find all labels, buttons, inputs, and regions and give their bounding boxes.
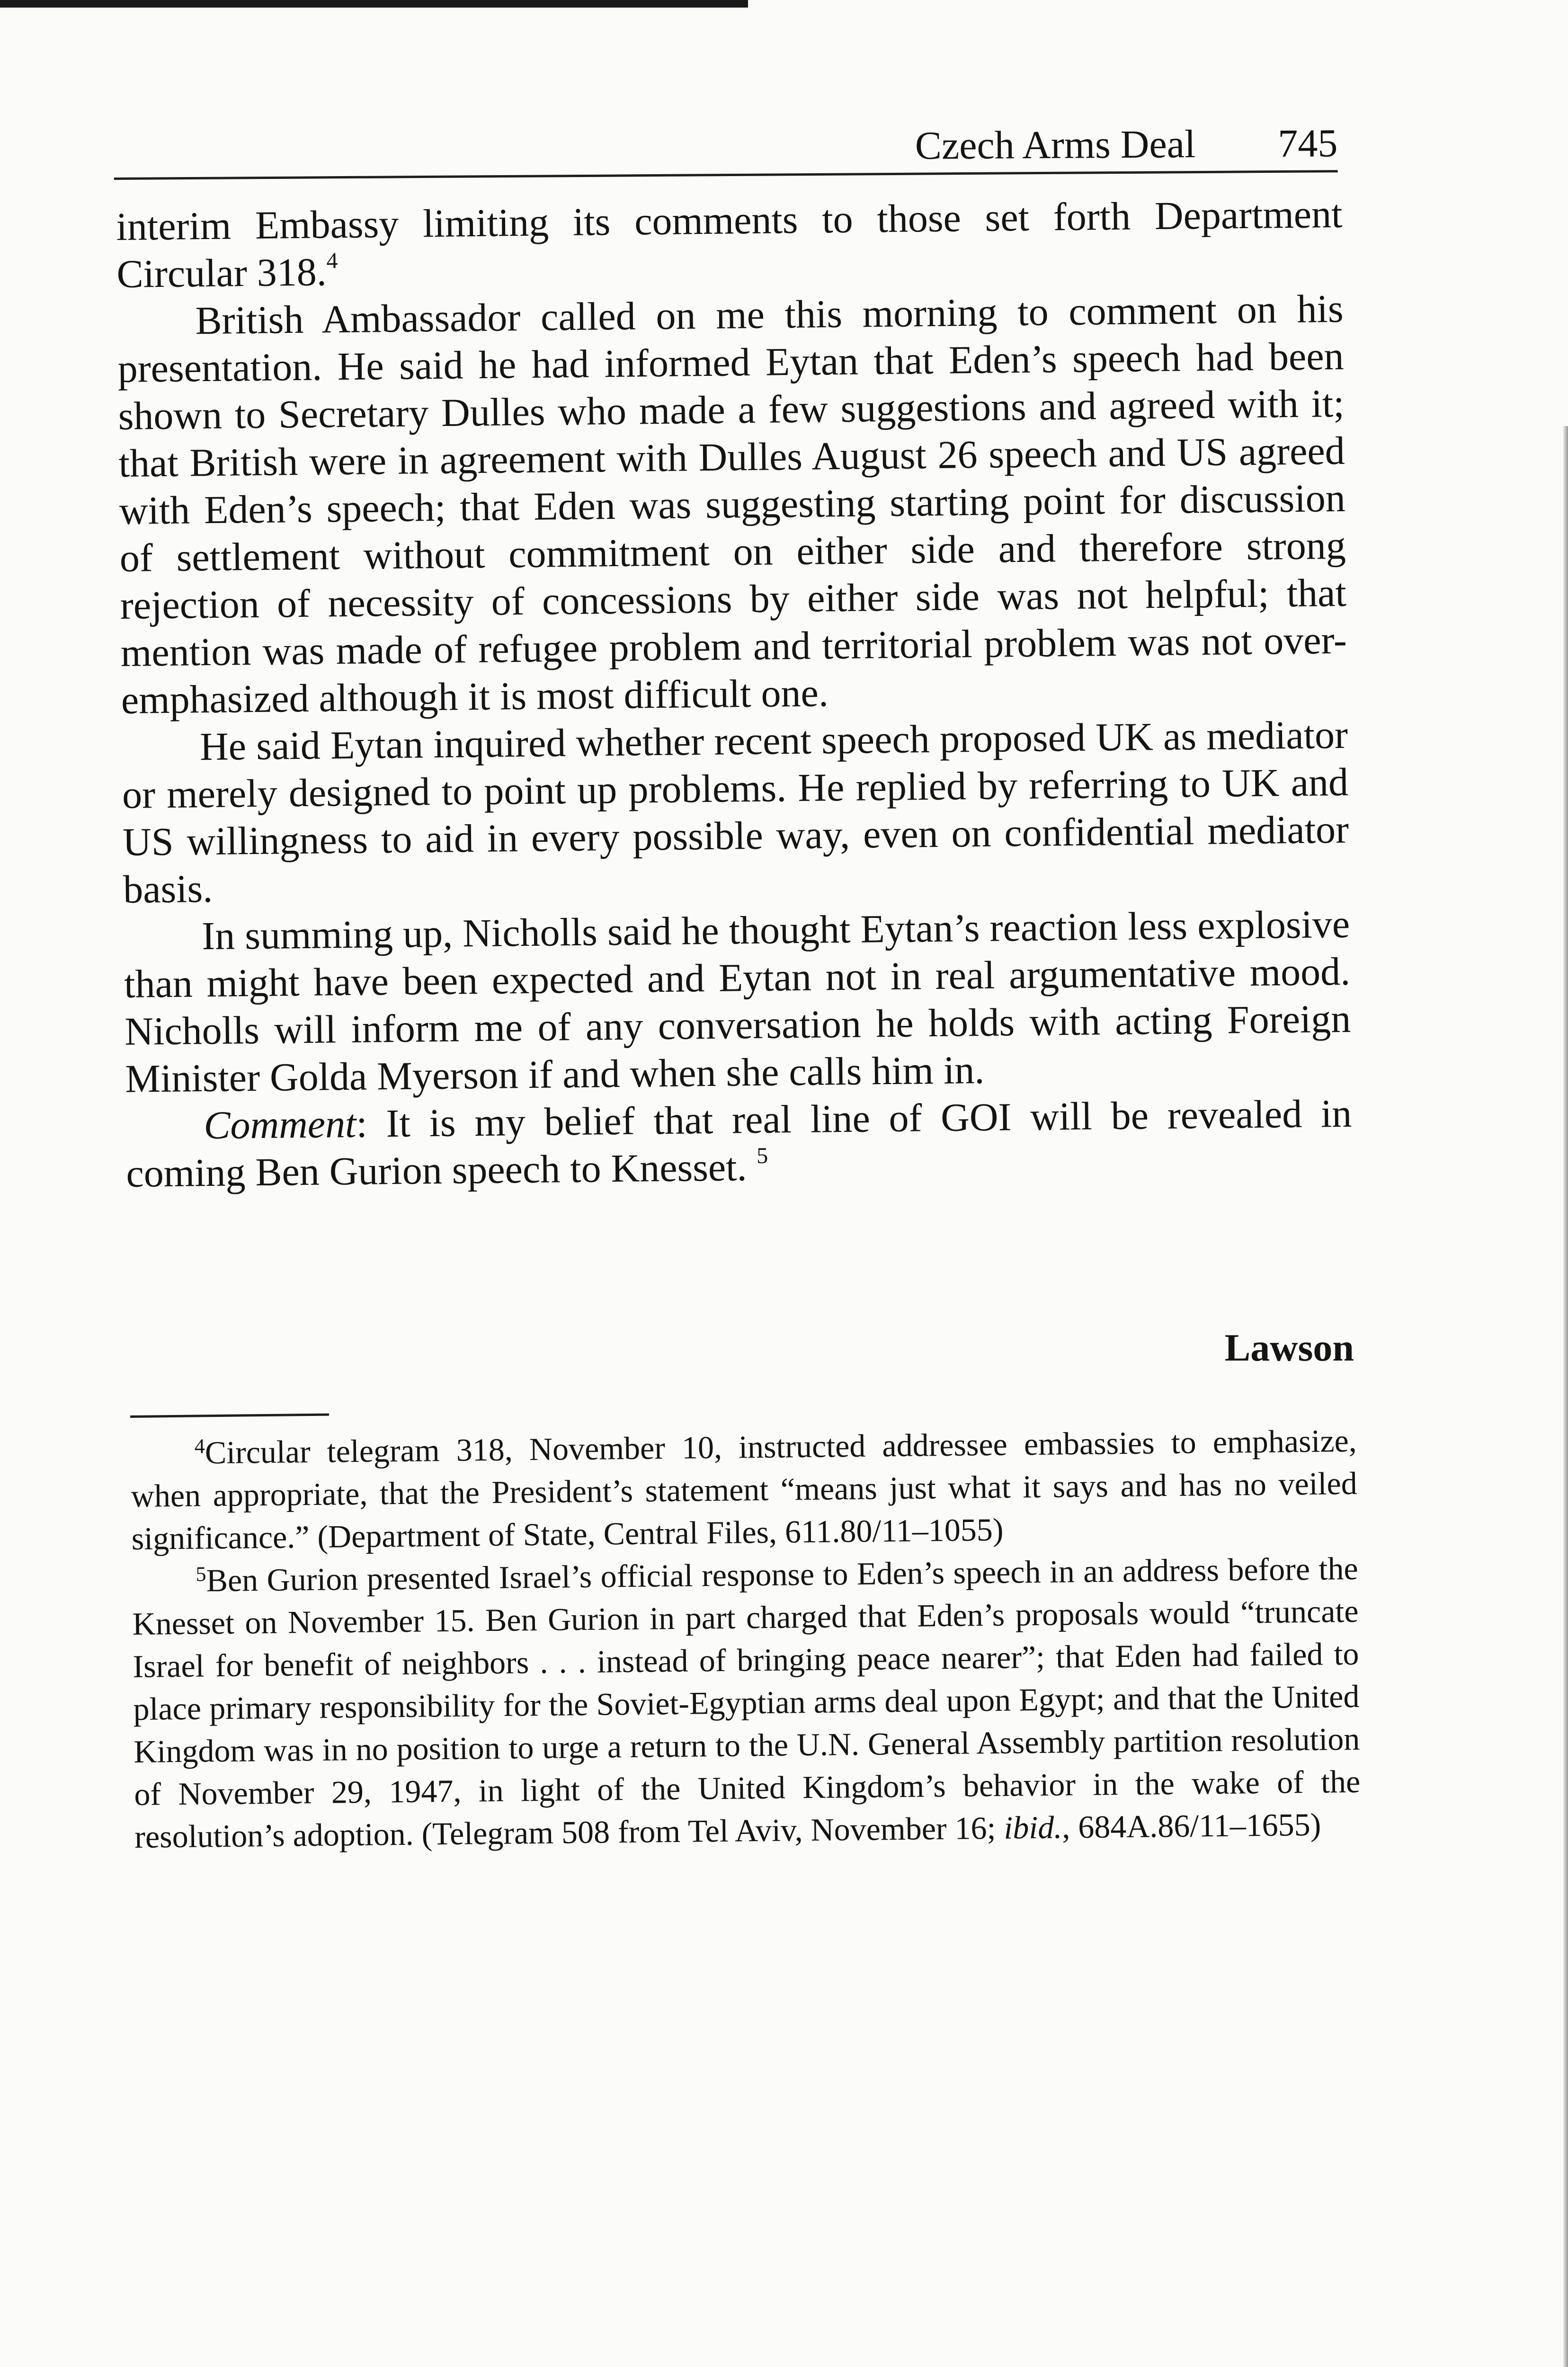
footnote-5 (132, 1547, 1361, 1858)
signature: Lawson (1224, 1326, 1354, 1369)
page-gutter-shadow (1563, 426, 1568, 2367)
paragraph-eytan-inquiry: He said Eytan inquired whether recent speech proposed UK as mediator or merely designed to point up problems. He replied by referring to UK and US willingness to aid in every possible way, even on confidential mediator basis. (122, 712, 1349, 912)
paragraph-text: interim Embassy limiting its comments to those set forth Department Circular 318. (116, 192, 1343, 296)
running-head: Czech Arms Deal (915, 122, 1196, 168)
paragraph-british-ambassador: British Ambassador called on me this morning to comment on his presentation. He said he had informed Eytan that Eden’s speech had been shown to Secretary Dulles who made a few suggestions and agreed with it; that British were in agreement with Dulles August 26 speech and US agreed with Eden’s speech; that Eden was suggesting starting point for discussion of settlement without commitment on either side and therefore strong rejection of necessity of concessions by either side was not helpful; that mention was made of refugee problem and territorial problem was not over-emphasized although it is most difficult one. (117, 286, 1347, 722)
footnote-number: 4 (194, 1434, 205, 1458)
page-number: 745 (1278, 121, 1338, 166)
scan-top-edge (0, 0, 748, 8)
paragraph-comment (125, 1090, 1353, 1198)
footnote-number: 5 (196, 1562, 206, 1586)
paragraph-continuation (116, 191, 1343, 298)
document-body (116, 191, 1353, 1198)
page-header (114, 113, 1338, 180)
footnote-text-end: , 684A.86/11–1655) (1061, 1806, 1321, 1845)
comment-text: : It is my belief that real line of GOI will be revealed in coming Ben Gurion speech to Knesset. (125, 1091, 1352, 1196)
footnote-ref-5[interactable]: 5 (756, 1143, 768, 1168)
footnote-ref-4[interactable]: 4 (326, 248, 338, 274)
footnote-text: Ben Gurion presented Israel’s official response to Eden’s speech in an address before the Knesset on November 15. Ben Gurion in part charged that Eden’s proposals would “truncate Israel for benefit of neighbors . . . instead of bringing peace nearer”; that Eden had failed to place primary responsibility for the Soviet-Egyptian arms deal upon Egypt; and that the United Kingdom was in no position to urge a return to the U.N. General Assembly partition resolution of November 29, 1947, in light of the United Kingdom’s behavior in the wake of the resolution’s adoption. (Telegram 508 from Tel Aviv, November 16; (132, 1550, 1361, 1855)
comment-label: Comment (203, 1102, 356, 1148)
footnote-4 (130, 1419, 1358, 1560)
footnote-ibid: ibid. (1004, 1809, 1062, 1846)
footnote-divider (130, 1414, 329, 1418)
paragraph-summing-up: In summing up, Nicholls said he thought Eytan’s reaction less explosive than might have been expected and Eytan not in real argumentative mood. Nicholls will inform me of any conversation he holds with acting Foreign Minister Golda Myerson if and when she calls him in. (124, 902, 1351, 1101)
footnote-text: Circular telegram 318, November 10, instructed addressee embassies to emphasize, when appropriate, that the President’s statement “means just what it says and has no veiled significance.” (Department of State, Central Files, 611.80/11–1055) (131, 1422, 1358, 1557)
footnotes (130, 1403, 1361, 1858)
